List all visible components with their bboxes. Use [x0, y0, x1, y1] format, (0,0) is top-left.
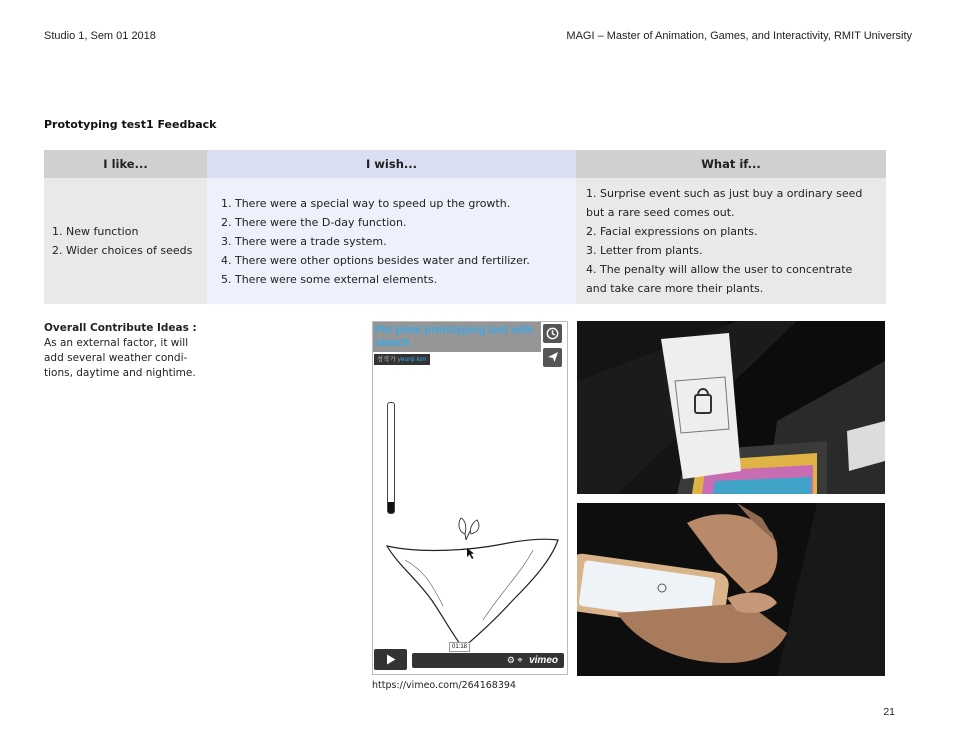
play-icon[interactable]	[374, 649, 407, 670]
column-i-wish	[207, 150, 576, 304]
video-url[interactable]: https://vimeo.com/264168394	[372, 680, 516, 691]
vimeo-logo[interactable]: vimeo	[529, 655, 558, 666]
column-i-like	[44, 150, 207, 304]
section-title: Prototyping test1 Feedback	[44, 118, 217, 131]
column-header: What if...	[576, 150, 886, 178]
header-left: Studio 1, Sem 01 2018	[44, 30, 156, 42]
author-name: yeonji kim	[397, 356, 427, 363]
list-item: 1. Surprise event such as just buy a ordinary seed	[586, 187, 863, 200]
list-item: 4. There were other options besides water and fertilizer.	[221, 253, 530, 267]
list-item: 1. There were a special way to speed up the growth.	[221, 196, 511, 210]
list-item: 3. There were a trade system.	[221, 234, 387, 248]
column-body	[207, 178, 576, 304]
list-item: 3. Letter from plants.	[586, 244, 703, 257]
ideas-line: As an external factor, it will	[44, 337, 189, 349]
column-body	[576, 178, 886, 304]
clock-icon[interactable]	[543, 324, 562, 343]
video-embed[interactable]	[372, 321, 568, 675]
list-item: 1. New function	[52, 225, 139, 238]
header-right: MAGI – Master of Animation, Games, and Interactivity, RMIT University	[566, 30, 912, 42]
phone-photo	[577, 503, 885, 676]
column-header: I wish...	[207, 150, 576, 178]
laptop-photo	[577, 321, 885, 494]
column-header: I like...	[44, 150, 207, 178]
ideas-line: tions, daytime and nightime.	[44, 367, 196, 379]
island-sketch	[383, 510, 561, 650]
list-item: and take care more their plants.	[586, 282, 764, 295]
growth-gauge	[387, 402, 395, 514]
page-number: 21	[883, 706, 895, 718]
gear-icon[interactable]: ⚙	[506, 655, 515, 665]
list-item: 5. There were some external elements.	[221, 272, 438, 286]
fullscreen-icon[interactable]: ⌖	[517, 655, 523, 665]
list-item: 2. There were the D-day function.	[221, 215, 407, 229]
ideas-line: add several weather condi-	[44, 352, 188, 364]
send-icon[interactable]	[543, 348, 562, 367]
author-prefix: 창작가	[377, 356, 396, 363]
column-what-if	[576, 150, 886, 304]
video-author[interactable]	[374, 354, 430, 365]
feedback-table	[44, 150, 886, 304]
ideas-title: Overall Contribute Ideas :	[44, 322, 197, 334]
list-item: 4. The penalty will allow the user to concentrate	[586, 263, 853, 276]
video-icons	[507, 653, 558, 668]
overall-ideas	[44, 321, 204, 381]
list-item: but a rare seed comes out.	[586, 206, 735, 219]
video-time: 01:18	[449, 642, 470, 652]
list-item: 2. Facial expressions on plants.	[586, 225, 758, 238]
video-controls	[373, 644, 568, 670]
column-body	[44, 178, 207, 304]
list-item: 2. Wider choices of seeds	[52, 244, 193, 257]
video-title[interactable]: Pet plant prototyping test with sketch	[375, 324, 534, 349]
video-progress-track[interactable]	[412, 644, 564, 668]
